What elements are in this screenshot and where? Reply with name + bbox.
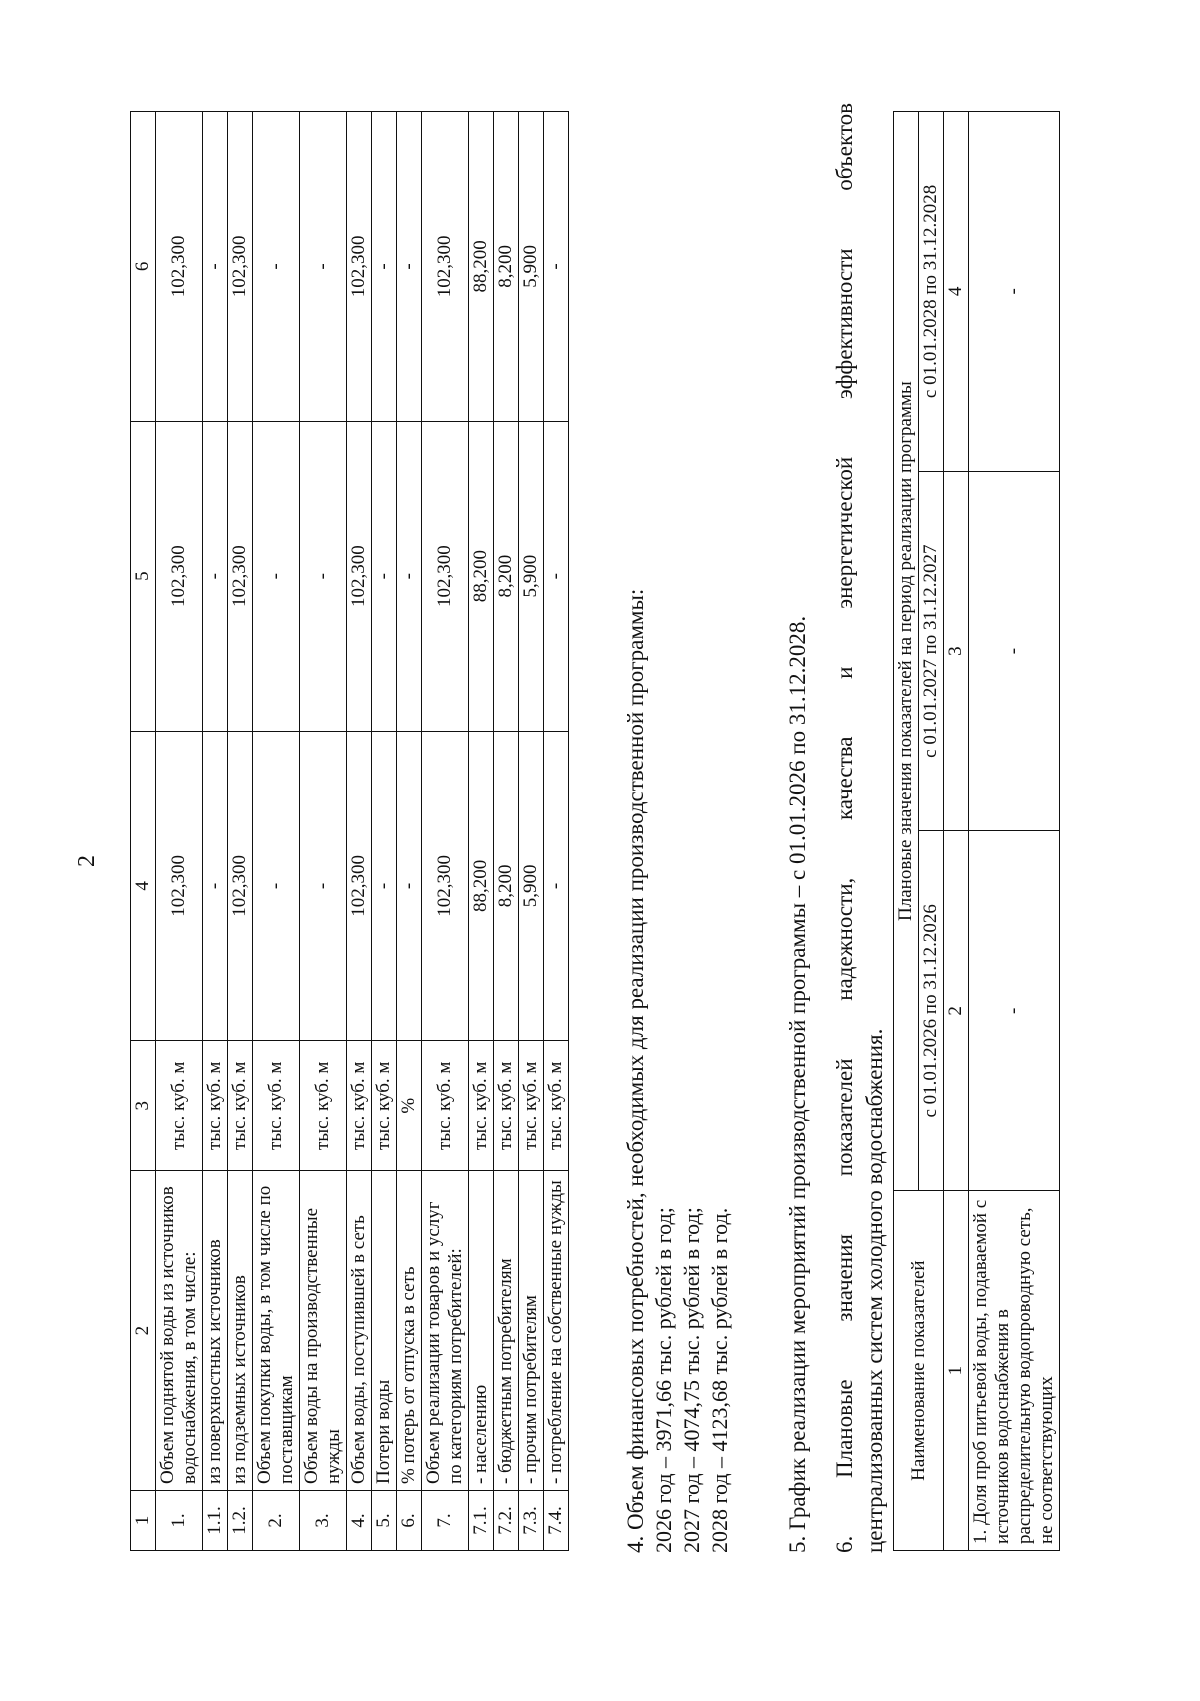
value-2028: -: [300, 112, 347, 422]
section-4-financial-needs: [622, 93, 734, 1553]
column-number-row: [944, 112, 969, 1551]
row-name: Потери воды: [372, 1171, 397, 1491]
value-2027: 5,900: [519, 421, 544, 731]
table-row: [372, 112, 397, 1551]
value-2028: 88,200: [469, 112, 494, 422]
column-number: 1: [944, 1191, 969, 1551]
column-number: 4: [944, 112, 969, 472]
value-2027: -: [300, 421, 347, 731]
value-2028: -: [544, 112, 569, 422]
row-number: 7.: [422, 1491, 469, 1551]
row-unit: тыс. куб. м: [469, 1041, 494, 1171]
table-row: [969, 112, 1060, 1551]
row-number: 2.: [253, 1491, 300, 1551]
row-unit: тыс. куб. м: [156, 1041, 203, 1171]
row-number: 3.: [300, 1491, 347, 1551]
value-2027: 102,300: [422, 421, 469, 731]
indicators-table: [893, 111, 1060, 1551]
value-2026: 102,300: [422, 731, 469, 1041]
row-unit: тыс. куб. м: [519, 1041, 544, 1171]
row-number: 4.: [347, 1491, 372, 1551]
header-cell: 2: [131, 1171, 156, 1491]
table-row: [519, 112, 544, 1551]
row-name: % потерь от отпуска в сеть: [397, 1171, 422, 1491]
table-row: [228, 112, 253, 1551]
value-2028: 5,900: [519, 112, 544, 422]
value-2027: 102,300: [156, 421, 203, 731]
row-number: 1.2.: [228, 1491, 253, 1551]
row-unit: тыс. куб. м: [372, 1041, 397, 1171]
value-2028: -: [253, 112, 300, 422]
section-5-schedule: 5. График реализации мероприятий производственной программы – с 01.01.2026 по 31.12.2028.: [785, 615, 810, 1553]
header-cell: 4: [131, 731, 156, 1041]
indicator-value: -: [969, 831, 1060, 1191]
table-row: [253, 112, 300, 1551]
row-unit: тыс. куб. м: [253, 1041, 300, 1171]
indicator-value: -: [969, 471, 1060, 831]
value-2028: 102,300: [347, 112, 372, 422]
section-6-title-cont: централизованных систем холодного водоснабжения.: [862, 1028, 887, 1553]
value-2028: 102,300: [422, 112, 469, 422]
period-header: с 01.01.2028 по 31.12.2028: [919, 112, 944, 472]
value-2028: -: [397, 112, 422, 422]
column-number: 2: [944, 831, 969, 1191]
value-2028: -: [372, 112, 397, 422]
period-header: с 01.01.2027 по 31.12.2027: [919, 471, 944, 831]
row-name: - потребление на собственные нужды: [544, 1171, 569, 1491]
header-cell: 1: [131, 1491, 156, 1551]
row-unit: тыс. куб. м: [228, 1041, 253, 1171]
water-volume-table: [130, 111, 569, 1551]
table-header-row: [131, 112, 156, 1551]
value-2027: -: [253, 421, 300, 731]
row-name: из подземных источников: [228, 1171, 253, 1491]
header-cell: 3: [131, 1041, 156, 1171]
value-2026: 102,300: [347, 731, 372, 1041]
value-2028: 8,200: [494, 112, 519, 422]
value-2026: 102,300: [228, 731, 253, 1041]
row-name: Объем покупки воды, в том числе по поставщикам: [253, 1171, 300, 1491]
table-row: [469, 112, 494, 1551]
row-unit: тыс. куб. м: [422, 1041, 469, 1171]
row-unit: тыс. куб. м: [203, 1041, 228, 1171]
row-number: 7.4.: [544, 1491, 569, 1551]
value-2027: 102,300: [228, 421, 253, 731]
table-row: [422, 112, 469, 1551]
section-4-line: 2026 год – 3971,66 тыс. рублей в год;: [651, 1207, 676, 1553]
value-2027: 8,200: [494, 421, 519, 731]
table-row: [156, 112, 203, 1551]
section-4-title: 4. Объем финансовых потребностей, необходимых для реализации производственной программы:: [623, 588, 648, 1553]
value-2026: -: [372, 731, 397, 1041]
table-row: [397, 112, 422, 1551]
row-number: 1.: [156, 1491, 203, 1551]
name-header: Наименование показателей: [894, 1191, 944, 1551]
table-row: [300, 112, 347, 1551]
value-2026: -: [300, 731, 347, 1041]
header-cell: 6: [131, 112, 156, 422]
value-2026: 102,300: [156, 731, 203, 1041]
row-number: 7.3.: [519, 1491, 544, 1551]
value-2027: 88,200: [469, 421, 494, 731]
section-4-line: 2028 год – 4123,68 тыс. рублей в год.: [707, 1207, 732, 1553]
section-6-title: 6. Плановые значения показателей надежности, качества и энергетической эффективности объектов: [832, 103, 857, 1553]
row-unit: тыс. куб. м: [494, 1041, 519, 1171]
page-number: 2: [74, 855, 100, 867]
table-header-row: [894, 112, 919, 1551]
row-unit: тыс. куб. м: [300, 1041, 347, 1171]
indicator-value: -: [969, 112, 1060, 472]
table-row: [203, 112, 228, 1551]
table-row: [544, 112, 569, 1551]
row-name: - бюджетным потребителям: [494, 1171, 519, 1491]
row-name: Объем воды на производственные нужды: [300, 1171, 347, 1491]
value-2028: 102,300: [156, 112, 203, 422]
value-2028: -: [203, 112, 228, 422]
section-4-line: 2027 год – 4074,75 тыс. рублей в год;: [679, 1207, 704, 1553]
row-name: - населению: [469, 1171, 494, 1491]
value-2026: -: [544, 731, 569, 1041]
value-2027: -: [372, 421, 397, 731]
row-name: Объем поднятой воды из источников водоснабжения, в том числе:: [156, 1171, 203, 1491]
value-2028: 102,300: [228, 112, 253, 422]
period-header: с 01.01.2026 по 31.12.2026: [919, 831, 944, 1191]
table-row: [494, 112, 519, 1551]
row-unit: %: [397, 1041, 422, 1171]
value-2026: -: [203, 731, 228, 1041]
value-2026: -: [397, 731, 422, 1041]
value-2027: 102,300: [347, 421, 372, 731]
row-name: - прочим потребителям: [519, 1171, 544, 1491]
row-number: 5.: [372, 1491, 397, 1551]
value-2027: -: [397, 421, 422, 731]
value-2026: 88,200: [469, 731, 494, 1041]
row-number: 6.: [397, 1491, 422, 1551]
value-2027: -: [203, 421, 228, 731]
value-2026: 8,200: [494, 731, 519, 1041]
value-2026: 5,900: [519, 731, 544, 1041]
header-cell: 5: [131, 421, 156, 731]
value-2026: -: [253, 731, 300, 1041]
group-header: Плановые значения показателей на период реализации программы: [894, 112, 919, 1191]
row-number: 1.1.: [203, 1491, 228, 1551]
row-unit: тыс. куб. м: [544, 1041, 569, 1171]
value-2027: -: [544, 421, 569, 731]
row-number: 7.2.: [494, 1491, 519, 1551]
row-number: 7.1.: [469, 1491, 494, 1551]
table-row: [347, 112, 372, 1551]
row-name: из поверхностных источников: [203, 1171, 228, 1491]
column-number: 3: [944, 471, 969, 831]
row-unit: тыс. куб. м: [347, 1041, 372, 1171]
row-name: Объем реализации товаров и услуг по категориям потребителей:: [422, 1171, 469, 1491]
row-name: Объем воды, поступившей в сеть: [347, 1171, 372, 1491]
indicator-name: 1. Доля проб питьевой воды, подаваемой с источников водоснабжения в распределительную водопроводную сеть, не соответствующих: [969, 1191, 1060, 1551]
